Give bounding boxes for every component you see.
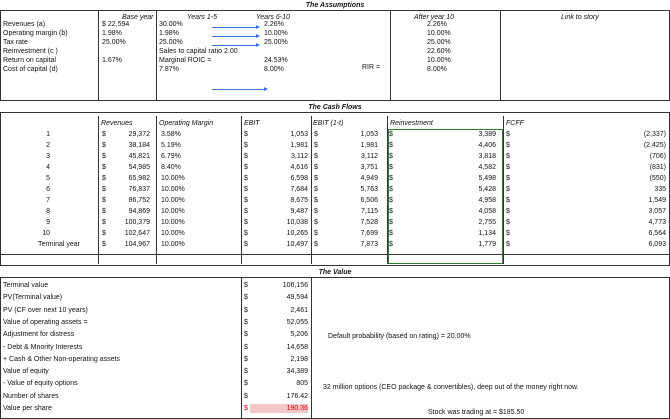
dollar-sign: $ [506,230,510,237]
dollar-sign: $ [389,164,393,171]
value-label: - Value of equity options [3,380,78,388]
dollar-sign: $ [244,208,248,215]
cf-ebit-1-t[interactable]: 3,112 [361,153,378,160]
cf-reinvestment[interactable]: 5,498 [478,175,496,182]
cf-ebit-1-t[interactable]: 7,699 [360,230,378,237]
cf-revenue[interactable]: 29,372 [128,131,150,138]
cf-revenue[interactable]: 76,837 [128,186,150,193]
cf-ebit-1-t[interactable]: 5,763 [360,186,378,193]
value-label: Terminal value [3,282,49,289]
grid-line [98,10,99,101]
dollar-sign: $ [244,405,248,412]
assumption-label: Revenues (a) [3,21,46,28]
assumption-label: Tax rate [3,39,28,46]
assumption-label: Cost of capital (d) [3,66,58,73]
dollar-sign: $ [244,331,248,339]
col-link-to-story: Link to story [561,14,599,21]
value-amount[interactable]: 14,658 [286,343,308,351]
cf-operating-margin[interactable]: 8.40% [161,164,181,171]
value-box [0,277,670,419]
cf-operating-margin[interactable]: 10.00% [161,241,185,248]
dollar-sign: $ [389,131,393,138]
assumption-years-1-5[interactable]: 1.98% [159,30,179,37]
cf-ebit[interactable]: 7,684 [290,186,308,193]
dollar-sign: $ [244,368,248,376]
assumption-years-1-5[interactable]: 30.00% [159,21,183,28]
assumption-years-6-10[interactable]: 2.26% [264,21,284,28]
cf-year: 8 [46,208,50,215]
cf-fcff[interactable]: 6,093 [648,241,666,248]
cf-ebit-1-t[interactable]: 6,506 [360,197,378,204]
cf-reinvestment[interactable]: 1,779 [478,241,496,248]
dollar-sign: $ [314,186,318,193]
dollar-sign: $ [102,142,106,149]
cf-year: 1 [46,131,50,138]
assumption-label: Operating margin (b) [3,30,68,37]
cf-reinvestment[interactable]: 4,058 [478,208,496,215]
value-label: Value of equity [3,368,49,376]
dollar-sign: $ [506,197,510,204]
dollar-sign: $ [102,131,106,138]
grid-line [241,277,242,419]
dollar-sign: $ [314,208,318,215]
assumption-years-1-5[interactable]: Sales to capital ratio 2.00 [159,48,238,55]
value-label: PV (CF over next 10 years) [3,306,88,314]
cf-fcff[interactable]: (831) [649,164,666,171]
cf-year: 2 [46,142,50,149]
dollar-sign: $ [389,153,393,160]
col-base-year: Base year [122,14,154,21]
options-note: 32 million options (CEO package & convertibles), deep out of the money right now. [323,384,579,391]
assumption-after-year-10[interactable]: 2.26% [427,21,447,28]
cf-reinvestment[interactable]: 3,818 [478,153,496,160]
dollar-sign: $ [314,230,318,237]
arrow-icon [212,27,256,28]
cf-year: Terminal year [37,241,80,248]
dollar-sign: $ [102,230,106,237]
cf-revenue[interactable]: 100,379 [124,219,150,226]
hdr-fcff: FCFF [506,120,524,127]
cf-fcff[interactable]: (550) [649,175,666,182]
dollar-sign: $ [506,208,510,215]
rir-label: RIR = [362,64,381,71]
value-title: The Value [318,269,352,276]
dollar-sign: $ [389,175,393,182]
col-years-6-10: Years 6-10 [256,14,290,21]
dollar-sign: $ [102,241,106,248]
cf-reinvestment[interactable]: 4,406 [478,142,496,149]
cf-fcff[interactable]: 1,549 [648,197,666,204]
hdr-reinvestment: Reinvestment [390,120,433,127]
cf-revenue[interactable]: 54,985 [128,164,150,171]
cf-reinvestment[interactable]: 1,134 [478,230,496,237]
dollar-sign: $ [244,355,248,363]
cf-operating-margin[interactable]: 6.79% [161,153,181,160]
cf-operating-margin[interactable]: 10.00% [161,186,185,193]
cf-operating-margin[interactable]: 10.00% [161,208,185,215]
assumption-years-1-5[interactable]: Marginal ROIC = [159,57,212,64]
cf-ebit[interactable]: 10,497 [286,241,308,248]
cf-year: 10 [42,230,50,237]
dollar-sign: $ [244,380,248,388]
dollar-sign: $ [244,282,248,289]
assumption-base-year[interactable]: 25.00% [102,39,126,46]
cf-ebit[interactable]: 10,265 [286,230,308,237]
dollar-sign: $ [314,153,318,160]
grid-line [311,277,312,419]
cf-operating-margin[interactable]: 5.19% [161,142,181,149]
value-label: Value per share [3,405,52,412]
dollar-sign: $ [244,164,248,171]
cf-fcff[interactable]: (706) [649,153,666,160]
cf-revenue[interactable]: 94,869 [128,208,150,215]
assumption-after-year-10[interactable]: 8.00% [427,66,447,73]
dollar-sign: $ [244,241,248,248]
value-amount[interactable]: 805 [296,380,308,388]
dollar-sign: $ [102,175,106,182]
hdr-revenues: Revenues [101,120,133,127]
cf-revenue[interactable]: 38,184 [128,142,150,149]
value-amount[interactable]: 2,461 [290,306,308,314]
cf-ebit-1-t[interactable]: 3,751 [360,164,378,171]
dollar-sign: $ [314,142,318,149]
dollar-sign: $ [314,241,318,248]
value-amount[interactable]: 106,156 [282,282,308,289]
assumption-years-1-5[interactable]: 7.87% [159,66,179,73]
cf-reinvestment[interactable]: 2,755 [478,219,496,226]
cf-operating-margin[interactable]: 10.00% [161,219,185,226]
arrow-icon [212,45,256,46]
dollar-sign: $ [102,208,106,215]
value-label: PV(Terminal value) [3,294,63,302]
dollar-sign: $ [314,219,318,226]
dollar-sign: $ [506,241,510,248]
dollar-sign: $ [244,197,248,204]
dollar-sign: $ [506,175,510,182]
grid-line [311,116,312,264]
assumption-base-year[interactable]: 1.98% [102,30,122,37]
grid-line [156,116,157,264]
assumption-after-year-10[interactable]: 22.60% [427,48,451,55]
value-amount[interactable]: 5,206 [290,331,308,339]
cf-operating-margin[interactable]: 3.58% [161,131,181,138]
cf-revenue[interactable]: 45,821 [128,153,150,160]
dollar-sign: $ [314,131,318,138]
cf-year: 3 [46,153,50,160]
grid-line [0,254,670,255]
arrow-icon [212,36,256,37]
cf-ebit[interactable]: 1,981 [290,142,308,149]
cf-fcff[interactable]: (2,337) [643,131,666,138]
assumption-years-6-10[interactable]: 10.00% [264,30,288,37]
grid-line [500,10,501,101]
assumptions-box [0,10,670,101]
cf-ebit-1-t[interactable]: 4,949 [360,175,378,182]
cf-year: 7 [46,197,50,204]
dollar-sign: $ [244,343,248,351]
value-label: Value of operating assets = [3,318,88,326]
assumption-years-6-10[interactable]: 24.53% [264,57,288,64]
dollar-sign: $ [506,186,510,193]
value-amount[interactable]: 190.36 [250,404,308,413]
grid-line [156,10,157,101]
hdr-operating-margin: Operating Margin [159,120,214,127]
dollar-sign: $ [389,241,393,248]
dollar-sign: $ [244,306,248,314]
grid-line [503,116,504,264]
cf-operating-margin[interactable]: 10.00% [161,175,185,182]
col-years-1-5: Years 1-5 [187,14,217,21]
assumption-after-year-10[interactable]: 10.00% [427,30,451,37]
arrow-icon [212,89,264,90]
dollar-sign: $ [244,153,248,160]
cf-year: 5 [46,175,50,182]
cf-reinvestment[interactable]: 3,389 [478,131,496,138]
value-label: Number of shares [3,392,59,400]
cf-ebit-1-t[interactable]: 1,981 [360,142,378,149]
value-amount[interactable]: 176.42 [286,392,308,400]
cf-year: 9 [46,219,50,226]
dollar-sign: $ [102,219,106,226]
dollar-sign: $ [314,197,318,204]
dollar-sign: $ [102,153,106,160]
value-amount[interactable]: 2,198 [290,355,308,363]
dollar-sign: $ [506,164,510,171]
assumption-after-year-10[interactable]: 25.00% [427,39,451,46]
dollar-sign: $ [244,219,248,226]
dollar-sign: $ [244,230,248,237]
cf-ebit[interactable]: 1,053 [290,131,308,138]
dollar-sign: $ [102,197,106,204]
value-amount[interactable]: 49,594 [286,294,308,302]
dollar-sign: $ [389,208,393,215]
cf-reinvestment[interactable]: 5,428 [478,186,496,193]
dollar-sign: $ [244,142,248,149]
dollar-sign: $ [244,318,248,326]
cf-fcff[interactable]: 4,773 [648,219,666,226]
cf-revenue[interactable]: 104,967 [124,241,150,248]
cf-year: 4 [46,164,50,171]
value-amount[interactable]: 34,389 [286,368,308,376]
cashflows-title: The Cash Flows [308,104,362,111]
grid-line [390,10,391,101]
dollar-sign: $ [244,186,248,193]
cf-ebit-1-t[interactable]: 7,115 [361,208,378,215]
value-label: + Cash & Other Non-operating assets [3,355,120,363]
dollar-sign: $ [102,164,106,171]
col-after-year-10: After year 10 [414,14,455,21]
dollar-sign: $ [244,294,248,302]
assumption-base-year[interactable]: 1.67% [102,57,122,64]
hdr-ebit-1-t: EBIT (1-t) [313,120,344,127]
cf-ebit[interactable]: 9,487 [290,208,308,215]
cf-ebit[interactable]: 3,112 [291,153,308,160]
assumptions-title: The Assumptions [305,2,365,9]
dollar-sign: $ [314,175,318,182]
cf-ebit-1-t[interactable]: 7,528 [360,219,378,226]
cf-fcff[interactable]: 3,057 [648,208,666,215]
value-amount[interactable]: 52,055 [286,318,308,326]
assumption-base-year[interactable]: $ 22,594 [102,21,130,28]
dollar-sign: $ [244,392,248,400]
dollar-sign: $ [506,142,510,149]
dollar-sign: $ [506,153,510,160]
dollar-sign: $ [389,219,393,226]
cf-year: 6 [46,186,50,193]
dollar-sign: $ [506,219,510,226]
cf-operating-margin[interactable]: 10.00% [161,197,185,204]
grid-line [241,116,242,264]
cf-ebit[interactable]: 6,598 [290,175,308,182]
grid-line [98,116,99,264]
cf-ebit[interactable]: 10,038 [286,219,308,226]
dollar-sign: $ [389,197,393,204]
dollar-sign: $ [389,142,393,149]
cf-ebit[interactable]: 8,675 [290,197,308,204]
dollar-sign: $ [244,131,248,138]
assumption-label: Return on capital [3,57,56,64]
cf-reinvestment[interactable]: 4,958 [478,197,496,204]
cf-ebit-1-t[interactable]: 1,053 [360,131,378,138]
dollar-sign: $ [389,230,393,237]
assumption-years-1-5[interactable]: 25.00% [159,39,183,46]
hdr-ebit: EBIT [244,120,260,127]
default-probability-note: Default probability (based on rating) = 20.00% [328,333,471,340]
assumption-label: Reinvestment (c ) [3,48,58,55]
assumption-after-year-10[interactable]: 10.00% [427,57,451,64]
cf-operating-margin[interactable]: 10.00% [161,230,185,237]
dollar-sign: $ [389,186,393,193]
dollar-sign: $ [506,131,510,138]
cf-fcff[interactable]: 335 [654,186,666,193]
cf-ebit-1-t[interactable]: 7,873 [360,241,378,248]
cf-ebit[interactable]: 4,616 [290,164,308,171]
cf-reinvestment[interactable]: 4,582 [478,164,496,171]
assumption-years-6-10[interactable]: 8.00% [264,66,284,73]
cf-revenue[interactable]: 86,752 [128,197,150,204]
dollar-sign: $ [244,175,248,182]
cf-revenue[interactable]: 65,982 [128,175,150,182]
value-label: Adjustment for distress [3,331,75,339]
cf-fcff[interactable]: 6,564 [648,230,666,237]
dollar-sign: $ [102,186,106,193]
dollar-sign: $ [314,164,318,171]
stock-price-note: Stock was trading at = $185.50 [428,409,525,416]
value-label: - Debt & Mnority Interests [3,343,83,351]
cf-revenue[interactable]: 102,647 [124,230,150,237]
assumption-years-6-10[interactable]: 25.00% [264,39,288,46]
cf-fcff[interactable]: (2,425) [643,142,666,149]
